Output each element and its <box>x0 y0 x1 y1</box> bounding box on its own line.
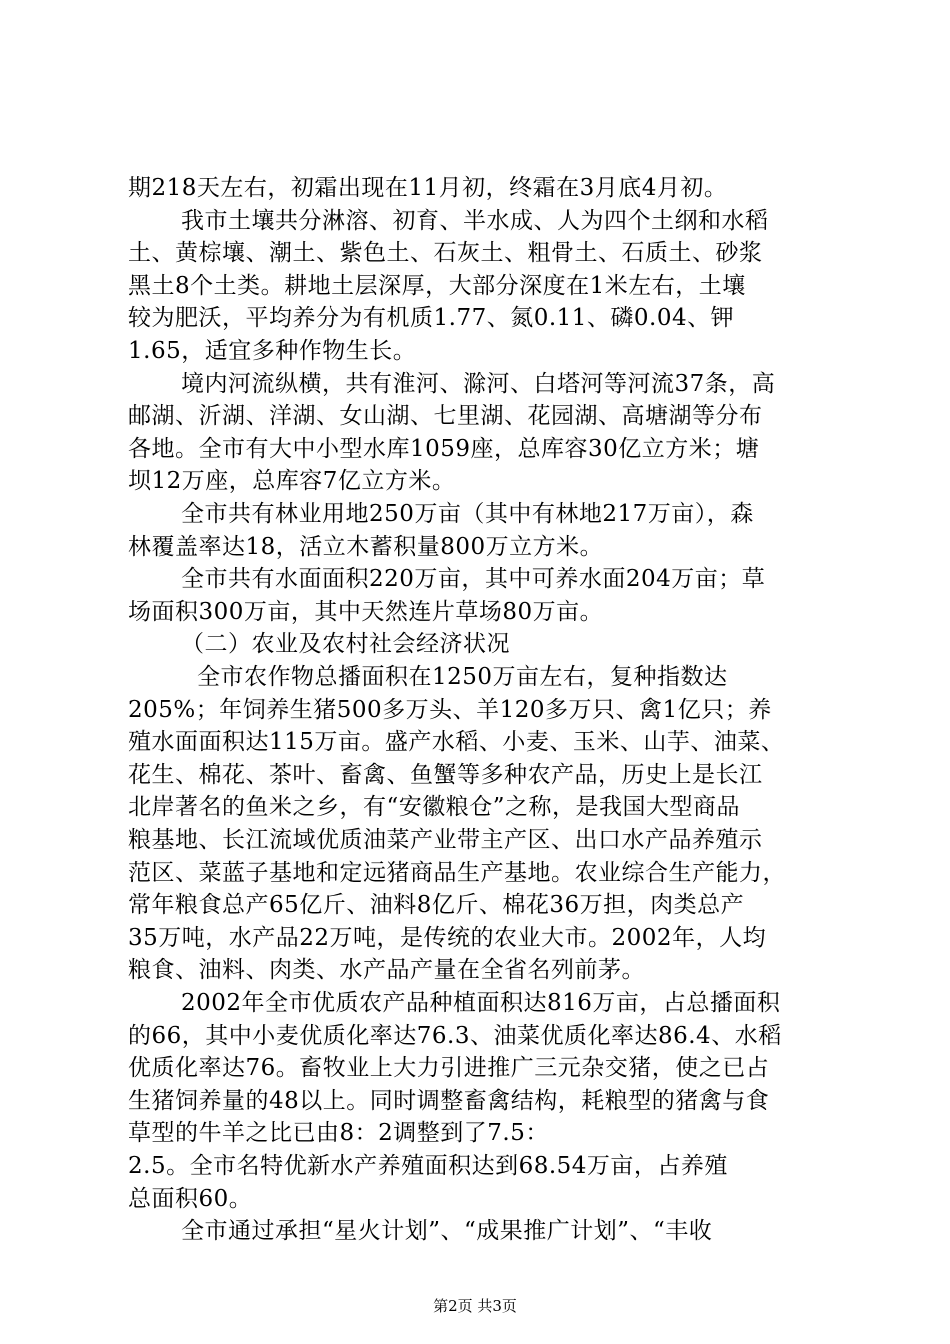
text-line: 林覆盖率达18，活立木蓄积量800万立方米。 <box>128 533 604 560</box>
text-line: 较为肥沃，平均养分为有机质1.77、氮0.11、磷0.04、钾 <box>128 305 735 332</box>
section-heading: （二）农业及农村社会经济状况 <box>181 631 510 658</box>
text-line: 2.5。全市名特优新水产养殖面积达到68.54万亩，占养殖 <box>128 1153 728 1179</box>
paragraph-line: 全市共有林业用地250万亩（其中有林地217万亩），森 <box>181 501 754 527</box>
text-line: 场面积300万亩，其中天然连片草场80万亩。 <box>128 598 604 625</box>
text-line: 常年粮食总产65亿斤、油料8亿斤、棉花36万担，肉类总产 <box>128 892 745 919</box>
text-line: 黑土8个土类。耕地土层深厚，大部分深度在1米左右，土壤 <box>128 272 746 299</box>
text-line: 土、黄棕壤、潮土、紫色土、石灰土、粗骨土、石质土、砂浆 <box>128 240 763 267</box>
paragraph-line: 我市土壤共分淋溶、初育、半水成、人为四个土纲和水稻 <box>181 207 769 234</box>
paragraph-line: 境内河流纵横，共有淮河、滁河、白塔河等河流37条，高 <box>181 370 776 397</box>
text-line: 北岸著名的鱼米之乡，有“安徽粮仓”之称，是我国大型商品 <box>128 794 741 821</box>
text-line: 的66，其中小麦优质化率达76.3、油菜优质化率达86.4、水稻 <box>128 1022 782 1049</box>
text-line: 邮湖、沂湖、洋湖、女山湖、七里湖、花园湖、高塘湖等分布 <box>128 403 763 430</box>
text-line: 粮食、油料、肉类、水产品产量在全省名列前茅。 <box>128 957 645 984</box>
text-line: 35万吨，水产品22万吨，是传统的农业大市。2002年，人均 <box>128 924 767 951</box>
text-line: 各地。全市有大中小型水库1059座，总库容30亿立方米；塘 <box>128 435 760 462</box>
paragraph-line: 全市农作物总播面积在1250万亩左右，复种指数达 <box>197 664 728 690</box>
text-line: 草型的牛羊之比已由8：2调整到了7.5： <box>128 1120 549 1147</box>
paragraph-line: 全市共有水面面积220万亩，其中可养水面204万亩；草 <box>181 566 766 593</box>
text-line: 1.65，适宜多种作物生长。 <box>128 338 417 364</box>
text-line: 总面积60。 <box>128 1185 253 1212</box>
text-line: 205%；年饲养生猪500多万头、羊120多万只、禽1亿只；养 <box>128 696 772 723</box>
page-footer: 第2页 共3页 <box>433 1297 517 1315</box>
text-line: 优质化率达76。畜牧业上大力引进推广三元杂交猪，使之已占 <box>128 1055 770 1082</box>
text-line: 殖水面面积达115万亩。盛产水稻、小麦、玉米、山芋、油菜、 <box>128 729 785 756</box>
text-line: 坝12万座，总库容7亿立方米。 <box>128 468 456 495</box>
paragraph-line: 2002年全市优质农产品种植面积达816万亩，占总播面积 <box>181 990 781 1016</box>
text-line: 生猪饲养量的48以上。同时调整畜禽结构，耗粮型的猪禽与食 <box>128 1087 770 1114</box>
paragraph-line: 全市通过承担“星火计划”、“成果推广计划”、“丰收 <box>181 1218 713 1245</box>
text-line: 花生、棉花、茶叶、畜禽、鱼蟹等多种农产品，历史上是长江 <box>128 761 763 788</box>
text-line: 范区、菜蓝子基地和定远猪商品生产基地。农业综合生产能力， <box>128 859 786 886</box>
text-line: 期218天左右，初霜出现在11月初，终霜在3月底4月初。 <box>128 175 728 201</box>
text-line: 粮基地、长江流域优质油菜产业带主产区、出口水产品养殖示 <box>128 827 763 853</box>
